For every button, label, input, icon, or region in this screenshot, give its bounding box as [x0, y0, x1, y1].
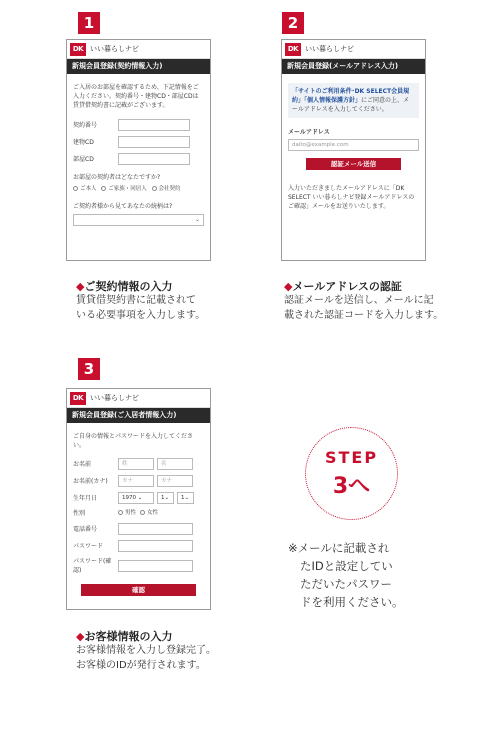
- phone-input[interactable]: [118, 523, 193, 535]
- kana-label: お名前(カナ): [73, 477, 108, 485]
- terms-box: [288, 83, 419, 118]
- dk-logo: DK: [70, 392, 86, 405]
- send-verification-button[interactable]: 認証メール送信: [306, 158, 401, 170]
- app-name: いい暮らしナビ: [305, 45, 354, 53]
- step-2-number: 2: [282, 12, 304, 34]
- confirm-button[interactable]: 確認: [81, 584, 196, 596]
- room-cd-label: 部屋CD: [73, 155, 94, 163]
- step-1-title: ◆ご契約情報の入力: [76, 280, 173, 293]
- dk-logo: DK: [285, 43, 301, 56]
- step-word: STEP: [324, 447, 379, 467]
- chevron-down-icon: ⌄: [137, 495, 143, 501]
- birth-year-select[interactable]: 1970 ⌄: [118, 492, 154, 504]
- radio-female[interactable]: 女性: [140, 509, 158, 518]
- diamond-icon: ◆: [284, 280, 293, 293]
- step-1-number: 1: [78, 12, 100, 34]
- diamond-icon: ◆: [76, 280, 85, 293]
- birth-month-select[interactable]: 1⌄: [157, 492, 174, 504]
- birthdate-label: 生年月日: [73, 494, 98, 502]
- terms-text: にご同意の上、メールアドレスを入力してください。: [292, 97, 410, 113]
- relation-select[interactable]: [73, 214, 204, 226]
- password-input[interactable]: [118, 540, 193, 552]
- building-cd-input[interactable]: [118, 136, 190, 148]
- radio-self[interactable]: ご本人: [73, 186, 97, 192]
- relation-question: ご契約者様から見てあなたの続柄は?: [73, 203, 173, 210]
- step-3-title: ◆お客様情報の入力: [76, 630, 173, 643]
- contractor-question: お部屋の契約者はどなたですか?: [73, 174, 161, 181]
- intro-text: ご自身の情報とパスワードを入力してください。: [73, 433, 194, 449]
- info-text: 入力いただきましたメールアドレスに「DK SELECT いい暮らしナビ登録メールアドレスのご確認」メールをお送りいたします。: [288, 185, 415, 210]
- email-label: メールアドレス: [288, 129, 330, 136]
- step-next: 3へ: [332, 473, 371, 499]
- intro-text: ご入居のお部屋を確認するため、下記情報をご入力ください。契約番号・建物CD・部屋CDは賃貸借契約書に記載がございます。: [73, 84, 199, 109]
- page-title-bar: 新規会員登録(契約情報入力): [67, 59, 210, 74]
- contractor-radio-group: [73, 185, 204, 194]
- password-label: パスワード: [73, 542, 104, 550]
- step-2-title: ◆メールアドレスの認証: [284, 280, 402, 293]
- step-2-desc: 認証メールを送信し、メールに記 載された認証コードを入力します。: [284, 295, 444, 321]
- building-cd-label: 建物CD: [73, 138, 94, 146]
- page-title-bar: 新規会員登録(メールアドレス入力): [282, 59, 425, 74]
- gender-label: 性別: [73, 510, 86, 517]
- password-confirm-label: パスワード(確認): [73, 558, 112, 574]
- step-3-screenshot: [66, 388, 211, 610]
- first-name-kana-input[interactable]: カナ: [157, 475, 193, 487]
- radio-family[interactable]: ご家族・同居人: [101, 186, 147, 192]
- step-3-number: 3: [78, 358, 100, 380]
- app-name: いい暮らしナビ: [90, 394, 139, 402]
- contract-number-input[interactable]: [118, 119, 190, 131]
- first-name-input[interactable]: 名: [157, 458, 193, 470]
- chevron-down-icon: ⌄: [194, 216, 200, 223]
- page-title-bar: 新規会員登録(ご入居者情報入力): [67, 408, 210, 423]
- app-header: [67, 40, 210, 59]
- room-cd-input[interactable]: [118, 153, 190, 165]
- last-name-input[interactable]: 姓: [118, 458, 154, 470]
- dk-logo: DK: [70, 43, 86, 56]
- birth-day-select[interactable]: 1⌄: [177, 492, 194, 504]
- name-label: お名前: [73, 460, 92, 468]
- phone-label: 電話番号: [73, 525, 98, 533]
- app-name: いい暮らしナビ: [90, 45, 139, 53]
- step-3-desc: お客様情報を入力し登録完了。 お客様のIDが発行されます。: [76, 645, 216, 671]
- terms-link[interactable]: 「サイトのご利用条件･DK SELECT会員規約」「個人情報保護方針」: [292, 88, 410, 104]
- radio-male[interactable]: 男性: [118, 509, 136, 518]
- password-confirm-input[interactable]: [118, 560, 193, 572]
- email-input[interactable]: daito@example.com: [288, 139, 419, 151]
- step-1-desc: 賃貸借契約書に記載されて いる必要事項を入力します。: [76, 295, 206, 321]
- step-3-badge: [305, 427, 398, 520]
- app-header: [282, 40, 425, 59]
- step-1-screenshot: [66, 39, 211, 261]
- chevron-down-icon: ⌄: [184, 495, 190, 501]
- last-name-kana-input[interactable]: カナ: [118, 475, 154, 487]
- login-note: ※メールに記載され たIDと設定してい ただいたパスワー ドを利用ください。: [288, 541, 404, 609]
- app-header: [67, 389, 210, 408]
- chevron-down-icon: ⌄: [164, 495, 170, 501]
- step-2-screenshot: [281, 39, 426, 261]
- diamond-icon: ◆: [76, 630, 85, 643]
- radio-company[interactable]: 会社契約: [152, 186, 181, 192]
- contract-number-label: 契約番号: [73, 121, 98, 129]
